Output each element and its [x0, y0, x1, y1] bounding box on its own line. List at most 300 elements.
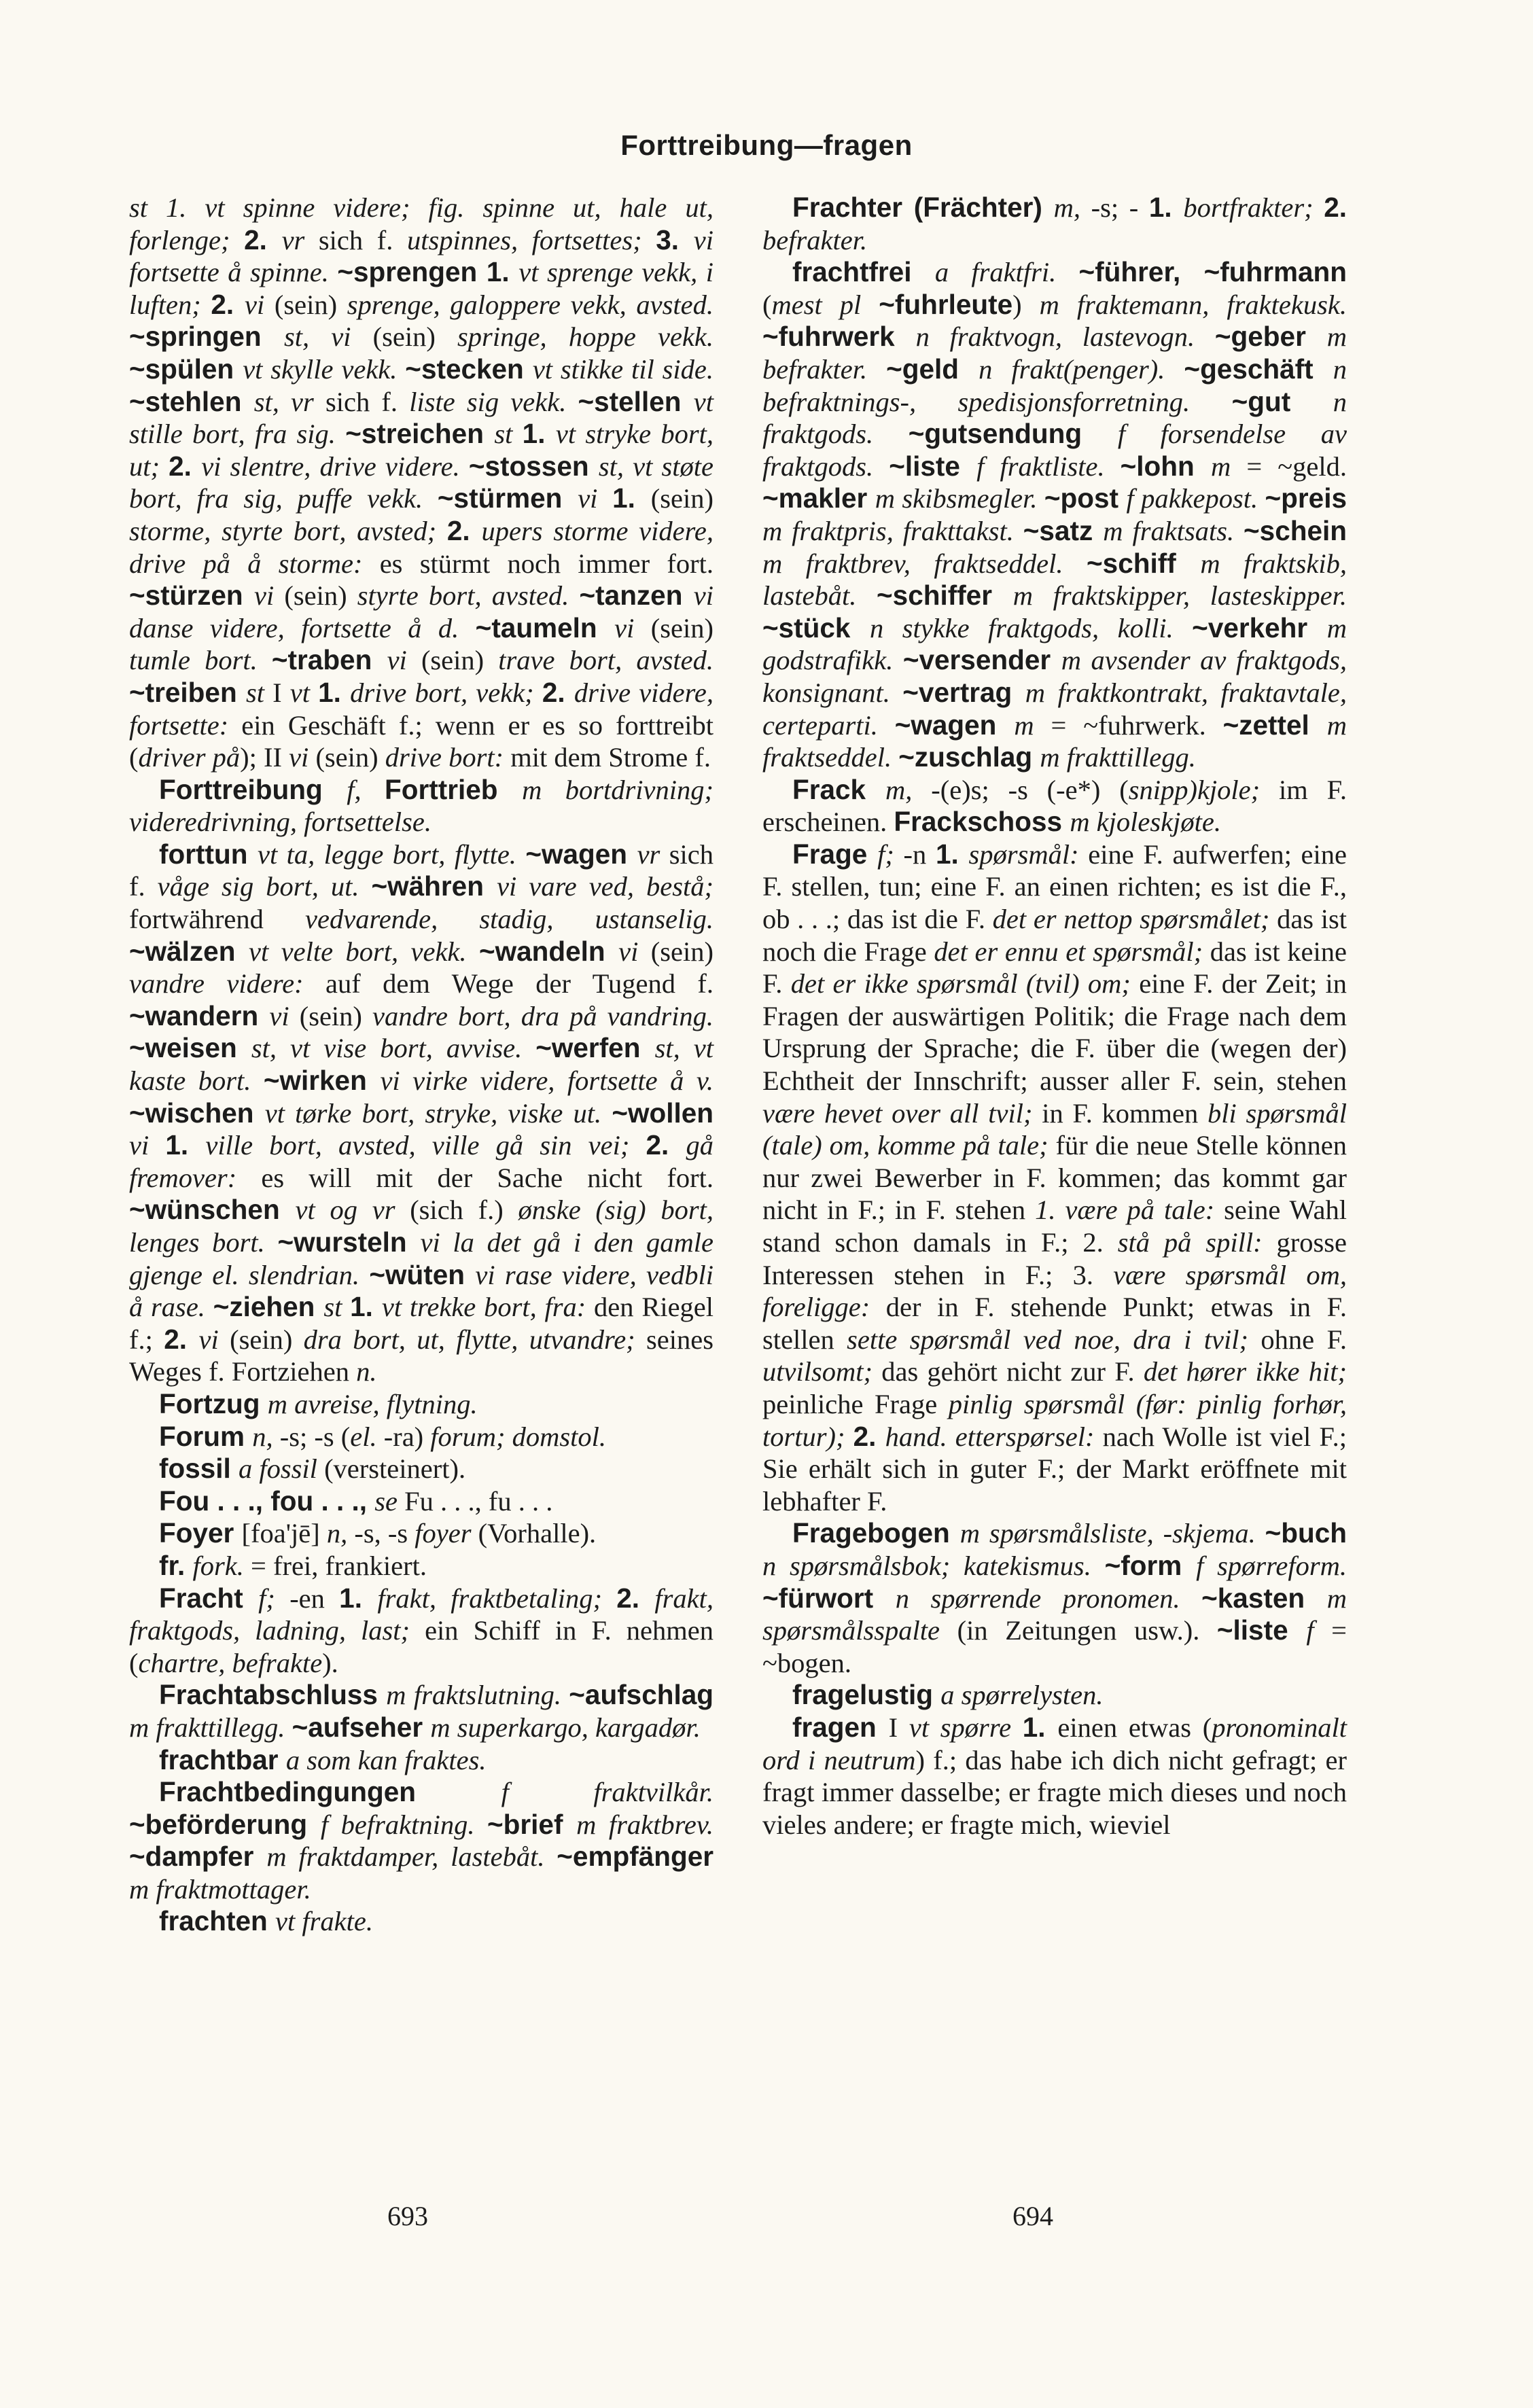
entry-text: (sein)	[650, 612, 713, 643]
entry-headword: 2.	[211, 288, 245, 320]
entry-translation: st, vr	[253, 386, 325, 417]
entry-headword: ~geld	[886, 353, 979, 385]
entry-text: (sein)	[421, 645, 499, 676]
dictionary-entry	[129, 1388, 713, 1421]
entry-headword: ~stück	[762, 612, 870, 643]
entry-headword: Fou . . ., fou . . .,	[159, 1485, 375, 1517]
entry-headword: frachten	[159, 1905, 276, 1937]
entry-translation: vt velte bort, vekk.	[248, 936, 479, 967]
dictionary-entry	[762, 838, 1347, 1517]
entry-headword: ~fuhrleute	[879, 288, 1013, 320]
entry-translation: vt stryke bort, ut;	[129, 419, 714, 482]
entry-text: = frei, frankiert.	[251, 1550, 427, 1581]
entry-text: -s; -s (	[279, 1421, 351, 1452]
entry-headword: Frachtabschluss	[159, 1679, 387, 1711]
entry-translation: det er nettop spørsmålet;	[992, 904, 1278, 935]
entry-text: ) f.; das habe ich dich nicht gefragt; er fragt immer dasselbe; er fragte mich dieses und noch vieles andere; er fragte mich, wieviel	[762, 1744, 1347, 1840]
entry-translation: vi	[253, 580, 285, 612]
dictionary-entry	[129, 1517, 713, 1550]
entry-translation: vt	[289, 677, 319, 708]
entry-translation: storme, styrte bort, avsted;	[129, 515, 447, 546]
entry-text: = ~fuhrwerk.	[1051, 709, 1223, 741]
entry-headword: ~vertrag	[902, 676, 1025, 708]
entry-translation: vi	[129, 1130, 166, 1161]
entry-headword: 2.	[164, 1323, 199, 1355]
dictionary-entry	[762, 192, 1347, 256]
entry-headword: 1.	[1022, 1711, 1058, 1743]
entry-text: das ist keine F.	[762, 936, 1347, 999]
entry-translation: dra bort, ut, flytte, utvandre;	[303, 1324, 647, 1355]
entry-text: fortwährend	[129, 904, 306, 935]
entry-translation: være hevet over all tvil;	[762, 1097, 1042, 1129]
dictionary-entry	[762, 1517, 1347, 1679]
entry-headword: ~fuhrwerk	[762, 321, 916, 353]
entry-translation: n fraktgods.	[762, 386, 1347, 450]
entry-text: in F. kommen	[1042, 1097, 1208, 1129]
entry-translation: a fraktfri.	[934, 257, 1079, 288]
entry-headword: ~währen	[371, 870, 497, 902]
entry-translation: n.	[356, 1356, 377, 1387]
entry-headword: Forum	[159, 1420, 253, 1452]
entry-translation: m fraktemann, fraktekusk.	[1039, 289, 1347, 320]
entry-headword: ~sprengen 1.	[337, 256, 519, 288]
entry-headword: ~form	[1104, 1549, 1197, 1581]
entry-text: es will mit der Sache nicht fort.	[261, 1162, 713, 1193]
entry-headword: 1.	[935, 838, 969, 870]
entry-headword: ~dampfer	[129, 1841, 267, 1873]
entry-translation: m	[1210, 450, 1247, 482]
entry-translation: vi	[198, 1324, 230, 1355]
entry-translation: n,	[326, 1518, 355, 1549]
entry-translation: m fraktskib, lastebåt.	[762, 548, 1347, 612]
entry-headword: ~gutsendung	[908, 418, 1118, 450]
entry-translation: ville bort, avsted, ville gå sin vei;	[205, 1130, 646, 1161]
entry-headword: ~führer, ~fuhrmann	[1078, 256, 1347, 288]
entry-translation: tumle bort.	[129, 645, 272, 676]
dictionary-entry	[762, 256, 1347, 774]
entry-text: mit dem Strome f.	[510, 742, 711, 773]
entry-translation: sette spørsmål ved noe, dra i tvil;	[847, 1324, 1261, 1355]
entry-text: )	[1012, 289, 1040, 320]
entry-headword: fr.	[159, 1549, 193, 1581]
entry-translation: m kjoleskjøte.	[1070, 807, 1221, 838]
entry-headword: ~buch	[1265, 1517, 1347, 1549]
entry-text: (Vorhalle).	[478, 1518, 597, 1549]
entry-text: I	[272, 677, 290, 708]
entry-text: den Riegel f.;	[129, 1292, 714, 1355]
entry-text: (in Zeitungen usw.).	[957, 1615, 1217, 1646]
entry-headword: ~weisen	[129, 1032, 251, 1064]
entry-text: seine Wahl stand schon damals in F.; 2.	[762, 1194, 1347, 1258]
entry-translation: hand. etterspørsel:	[885, 1421, 1103, 1452]
entry-headword: Frage	[792, 838, 878, 870]
entry-translation: vt tørke bort, stryke, viske ut.	[264, 1097, 612, 1129]
entry-translation: n befraktnings-, spedisjonsforretning.	[762, 353, 1347, 417]
entry-text: auf dem Wege der Tugend f.	[325, 968, 713, 999]
entry-translation: drive bort:	[385, 742, 511, 773]
right-column	[762, 192, 1347, 1841]
entry-headword: ~wollen	[612, 1097, 713, 1129]
entry-translation: vi	[618, 936, 651, 967]
entry-translation: utspinnes, fortsettes;	[406, 224, 656, 255]
entry-headword: 2.	[169, 450, 202, 482]
entry-headword: Forttrieb	[385, 773, 523, 805]
entry-translation: m befrakter.	[762, 321, 1347, 385]
entry-translation: m avsender av fraktgods, konsignant.	[762, 645, 1347, 708]
entry-translation: utvilsomt;	[762, 1356, 882, 1387]
entry-translation: drive videre, fortsette:	[129, 677, 714, 741]
entry-headword: 1.	[1148, 192, 1184, 223]
entry-translation: st 1. vt spinne videre; fig. spinne ut, hale ut, forlenge;	[129, 192, 713, 255]
dictionary-entry	[129, 1453, 713, 1485]
entry-translation: m fraktbrev, fraktseddel.	[762, 548, 1087, 579]
entry-translation: f fraktvilkår.	[501, 1777, 713, 1808]
entry-text: -s, -s	[354, 1518, 415, 1549]
entry-headword: 1.	[165, 1129, 206, 1161]
entry-translation: det er ennu et spørsmål;	[934, 936, 1210, 967]
entry-text: (sein)	[650, 936, 713, 967]
entry-headword: ~wagen	[525, 838, 637, 870]
entry-translation: pinlig spørsmål (før: pinlig forhør, tortur);	[762, 1388, 1347, 1452]
entry-text: ).	[322, 1647, 338, 1678]
entry-text: ein Geschäft f.; wenn er es so forttreibt (	[129, 709, 713, 773]
entry-headword: ~stehlen	[129, 385, 254, 417]
entry-translation: n fraktvogn, lastevogn.	[915, 321, 1215, 353]
entry-headword: Fracht	[159, 1582, 259, 1614]
entry-text: (	[762, 289, 772, 320]
entry-text: grosse Interessen stehen in F.; 3.	[762, 1227, 1347, 1290]
dictionary-entry	[129, 1421, 713, 1453]
entry-translation: vi	[289, 742, 316, 773]
entry-translation: f;	[877, 838, 904, 870]
entry-headword: ~ziehen	[213, 1291, 324, 1323]
entry-translation: f,	[347, 774, 385, 805]
entry-headword: ~wandern	[129, 999, 270, 1031]
entry-headword: 2.	[853, 1420, 885, 1452]
entry-translation: styrte bort, avsted.	[357, 580, 580, 612]
page-number-left: 693	[387, 2201, 428, 2231]
dictionary-entry	[129, 1776, 713, 1905]
page-number-right: 694	[1012, 2201, 1053, 2231]
entry-headword: ~wüten	[369, 1258, 476, 1290]
entry-headword: ~aufschlag	[569, 1679, 713, 1711]
entry-headword: ~versender	[902, 644, 1061, 676]
entry-translation: f fraktliste.	[976, 450, 1121, 482]
entry-translation: m fraktmottager.	[129, 1873, 311, 1905]
entry-translation: vi	[387, 645, 421, 676]
entry-headword: ~schiff	[1087, 547, 1201, 579]
entry-translation: n spørsmålsbok; katekismus.	[762, 1550, 1105, 1581]
entry-translation: a fossil	[239, 1453, 325, 1485]
entry-translation: m godstrafikk.	[762, 612, 1347, 676]
entry-headword: ~wirken	[263, 1065, 381, 1097]
entry-translation: snipp)kjole;	[1128, 774, 1279, 805]
entry-headword: ~kasten	[1201, 1582, 1327, 1614]
entry-translation: vi	[269, 1000, 300, 1031]
entry-translation: trave bort, avsted.	[498, 645, 713, 676]
dictionary-entry	[129, 838, 713, 1388]
entry-headword: ~wünschen	[129, 1194, 296, 1226]
entry-translation: m fraktpris, frakttakst.	[762, 515, 1023, 546]
entry-text: eine F. der Zeit; in Fragen der auswärtigen Politik; die Frage nach dem Ursprung der Sprache; die F. über die (wegen der) Echtheit der Innschrift; ausser aller F. sein, stehen	[762, 968, 1347, 1097]
entry-translation: vt ta, legge bort, flytte.	[257, 838, 526, 870]
entry-translation: st, vt kaste bort.	[129, 1033, 713, 1097]
entry-translation: m fraktsats.	[1103, 515, 1244, 546]
entry-translation: vedvarende, stadig, ustanselig.	[305, 904, 713, 935]
entry-text: sich f.	[129, 838, 713, 902]
entry-translation: vi	[244, 289, 275, 320]
entry-translation: vt stille bort, fra sig.	[129, 386, 713, 450]
entry-headword: ~liste	[889, 450, 977, 482]
entry-headword: ~wischen	[129, 1097, 265, 1129]
entry-translation: m superkargo, kargadør.	[430, 1712, 701, 1743]
entry-headword: fossil	[159, 1453, 239, 1485]
entry-translation: n,	[252, 1421, 280, 1452]
entry-translation: f spørreform.	[1196, 1550, 1347, 1581]
entry-headword: ~stellen	[578, 385, 694, 417]
entry-translation: st, vt støte bort, fra sig, puffe vekk.	[129, 450, 714, 514]
entry-headword: Fragebogen	[792, 1517, 960, 1549]
entry-headword: ~brief	[487, 1808, 577, 1840]
dictionary-entry	[762, 774, 1347, 838]
entry-translation: m fraktbrev.	[576, 1809, 713, 1840]
entry-translation: liste sig vekk.	[409, 386, 578, 417]
entry-translation: vandre bort, dra på vandring.	[372, 1000, 714, 1031]
dictionary-entry	[129, 1550, 713, 1582]
entry-translation: m fraktseddel.	[762, 709, 1347, 773]
entry-headword: ~preis	[1265, 482, 1347, 514]
entry-headword: ~wursteln	[277, 1226, 421, 1258]
entry-translation: upers storme videre, drive på å storme:	[129, 515, 713, 579]
entry-headword: frachtfrei	[792, 256, 935, 288]
entry-text: (versteinert).	[324, 1453, 466, 1485]
entry-headword: Frachtbedingungen	[159, 1776, 501, 1808]
entry-text: -en	[289, 1582, 340, 1614]
entry-headword: ~traben	[271, 644, 387, 676]
entry-translation: st, vi	[283, 321, 373, 353]
entry-headword: 2.	[446, 514, 482, 546]
entry-headword: ~satz	[1023, 514, 1104, 546]
entry-headword: 1.	[350, 1291, 382, 1323]
entry-headword: fragelustig	[792, 1679, 941, 1711]
entry-translation: f forsendelse av fraktgods.	[762, 419, 1347, 482]
entry-headword: ~stürzen	[129, 580, 254, 612]
entry-translation: m,	[885, 774, 932, 805]
entry-headword: ~taumeln	[475, 612, 615, 643]
entry-headword: ~empfänger	[557, 1841, 713, 1873]
entry-translation: st, vt vise bort, avvise.	[251, 1033, 536, 1064]
dictionary-entry	[762, 1712, 1347, 1841]
entry-translation: m skibsmegler.	[875, 483, 1044, 514]
entry-headword: ~geschäft	[1184, 353, 1333, 385]
entry-text: eine F. aufwerfen; eine F. stellen, tun; eine F. an einen richten; es ist die F., ob . . .; das ist die F.	[762, 838, 1347, 935]
entry-translation: n stykke fraktgods, kolli.	[870, 612, 1193, 643]
entry-translation: driver på	[138, 742, 241, 773]
entry-headword: fragen	[792, 1711, 889, 1743]
entry-translation: stå på spill:	[1117, 1227, 1277, 1258]
entry-text: (sein)	[274, 289, 347, 320]
entry-text: sich f.	[318, 224, 407, 255]
entry-translation: befrakter.	[762, 224, 868, 255]
entry-text: ein Schiff in F. nehmen (	[129, 1615, 713, 1678]
entry-headword: ~stürmen	[437, 482, 578, 514]
entry-text: [foa'jē]	[241, 1518, 327, 1549]
entry-translation: vi rase videre, vedbli å rase.	[129, 1259, 713, 1323]
entry-translation: n spørrende pronomen.	[895, 1582, 1202, 1614]
entry-headword: ~lohn	[1120, 450, 1211, 482]
entry-translation: vt skylle vekk.	[243, 353, 406, 385]
entry-headword: ~makler	[762, 482, 875, 514]
entry-text: (sein)	[372, 321, 458, 353]
dictionary-entry	[129, 1905, 713, 1938]
entry-headword: 2.	[1324, 192, 1347, 223]
entry-translation: vt og vr	[295, 1194, 410, 1226]
entry-text: seines Weges f. Fortziehen	[129, 1324, 714, 1387]
entry-headword: frachtbar	[159, 1743, 286, 1775]
entry-translation: drive bort, vekk;	[350, 677, 542, 708]
entry-translation: st	[245, 677, 273, 708]
entry-translation: m frakttillegg.	[129, 1712, 292, 1743]
entry-headword: ~stossen	[468, 450, 599, 482]
entry-translation: 1. være på tale:	[1035, 1194, 1224, 1226]
entry-translation: det hører ikke hit;	[1143, 1356, 1347, 1387]
entry-translation: gå fremover:	[129, 1130, 714, 1193]
running-header: Forttreibung—fragen	[620, 129, 913, 161]
entry-text: -n	[903, 838, 936, 870]
entry-translation: f befraktning.	[320, 1809, 488, 1840]
entry-translation: det er ikke spørsmål (tvil) om;	[790, 968, 1140, 999]
entry-translation: bortfrakter;	[1183, 192, 1324, 223]
entry-translation: vt spørre	[909, 1712, 1023, 1743]
entry-translation: st	[494, 419, 523, 450]
entry-text: nach Wolle ist viel F.; Sie erhält sich in guter F.; der Markt eröffnete mit lebhafter F.	[762, 1421, 1347, 1517]
entry-text: peinliche Frage	[762, 1388, 949, 1419]
entry-headword: 2.	[244, 224, 282, 255]
left-column	[129, 192, 713, 1938]
entry-headword: 1.	[522, 418, 556, 450]
entry-headword: Frackschoss	[894, 806, 1070, 838]
entry-translation: chartre, befrakte	[138, 1647, 323, 1678]
entry-headword: Forttreibung	[159, 773, 347, 805]
entry-translation: m fraktkontrakt, fraktavtale, certeparti.	[762, 677, 1347, 741]
entry-translation: m,	[1053, 192, 1091, 223]
entry-headword: 3.	[656, 224, 694, 255]
dictionary-entry	[129, 192, 713, 774]
entry-translation: vi vare ved, bestå;	[497, 871, 713, 902]
entry-headword: ~wälzen	[129, 935, 249, 967]
entry-translation: sprenge, galoppere vekk, avsted.	[347, 289, 713, 320]
entry-translation: bli spørsmål (tale) om, komme på tale;	[762, 1097, 1347, 1161]
entry-translation: vi	[578, 483, 613, 514]
entry-headword: ~aufseher	[292, 1711, 431, 1743]
entry-headword: Foyer	[159, 1517, 242, 1549]
entry-translation: m spørsmålsspalte	[762, 1582, 1347, 1646]
entry-translation: vt frakte.	[275, 1906, 373, 1937]
entry-headword: 1.	[612, 482, 651, 514]
entry-headword: ~post	[1044, 482, 1127, 514]
entry-headword: ~wandeln	[478, 935, 619, 967]
entry-translation: vandre videre:	[129, 968, 326, 999]
entry-text: (sein)	[315, 742, 385, 773]
entry-translation: fork.	[192, 1550, 251, 1581]
entry-headword: 2.	[616, 1582, 655, 1614]
entry-headword: 1.	[318, 676, 351, 708]
entry-translation: m fraktdamper, lastebåt.	[266, 1841, 557, 1873]
entry-headword: ~werfen	[535, 1032, 655, 1064]
entry-translation: frakt, fraktgods, ladning, last;	[129, 1582, 713, 1646]
entry-headword: ~zuschlag	[898, 741, 1040, 773]
entry-translation: ønske (sig) bort, lenges bort.	[129, 1194, 714, 1258]
entry-text: der in F. stehende Punkt; etwas in F. stellen	[762, 1292, 1347, 1355]
dictionary-entry	[129, 1679, 713, 1743]
entry-translation: vt trekke bort, fra:	[381, 1292, 595, 1323]
entry-text: ); II	[240, 742, 289, 773]
entry-text: (sein)	[650, 483, 713, 514]
entry-translation: forum; domstol.	[430, 1421, 607, 1452]
entry-translation: vi	[614, 612, 651, 643]
entry-text: für die neue Stelle können nur zwei Bewerber in F. kommen; das kommt gar nicht in F.; in F. stehen	[762, 1130, 1347, 1226]
entry-text: einen etwas (	[1057, 1712, 1212, 1743]
entry-headword: ~beförderung	[129, 1808, 321, 1840]
entry-translation: vi danse videre, fortsette å d.	[129, 580, 713, 643]
dictionary-entry	[129, 774, 713, 838]
entry-text: -ra)	[383, 1421, 431, 1452]
entry-text: (sein)	[284, 580, 357, 612]
entry-translation: vr	[281, 224, 319, 255]
entry-translation: mest pl	[771, 289, 879, 320]
entry-translation: el.	[350, 1421, 384, 1452]
entry-translation: vi fortsette å spinne.	[129, 224, 713, 288]
entry-headword: Frachter (Frächter)	[792, 192, 1054, 223]
entry-translation: m bortdrivning; videredrivning, fortsettelse.	[129, 774, 713, 838]
entry-text: = ~geld.	[1246, 450, 1347, 482]
entry-translation: a spørrelysten.	[940, 1680, 1104, 1711]
entry-text: sich f.	[325, 386, 410, 417]
dictionary-entry	[129, 1744, 713, 1777]
entry-headword: ~fürwort	[762, 1582, 896, 1614]
entry-translation: f;	[258, 1582, 290, 1614]
entry-translation: n frakt(penger).	[979, 353, 1184, 385]
entry-text: (sein)	[299, 1000, 372, 1031]
entry-translation: m	[1014, 709, 1051, 741]
entry-translation: vi slentre, drive videre.	[201, 450, 469, 482]
entry-headword: ~spülen	[129, 353, 243, 385]
entry-headword: ~wagen	[894, 709, 1015, 741]
entry-translation: foyer	[415, 1518, 478, 1549]
entry-text: es stürmt noch immer fort.	[379, 548, 713, 579]
entry-headword: ~verkehr	[1192, 612, 1327, 643]
entry-headword: ~zettel	[1222, 709, 1327, 741]
entry-headword: forttun	[159, 838, 258, 870]
dictionary-entry	[129, 1582, 713, 1680]
entry-text: Fu . . ., fu . . .	[404, 1485, 553, 1517]
entry-text: das ist noch die Frage	[762, 904, 1347, 967]
entry-translation: se	[374, 1485, 405, 1517]
entry-translation: m frakttillegg.	[1040, 742, 1196, 773]
entry-translation: vt sprenge vekk, i luften;	[129, 257, 713, 320]
entry-headword: ~streichen	[345, 418, 495, 450]
entry-translation: spørsmål:	[968, 838, 1089, 870]
entry-translation: frakt, fraktbetaling;	[377, 1582, 617, 1614]
entry-translation: f pakkepost.	[1126, 483, 1265, 514]
entry-headword: Frack	[792, 773, 886, 805]
entry-headword: ~tanzen	[579, 580, 694, 612]
entry-translation: f	[1306, 1615, 1332, 1646]
entry-headword: 2.	[542, 676, 574, 708]
entry-translation: pronominalt ord i neutrum	[762, 1712, 1347, 1775]
entry-headword: Fortzug	[159, 1387, 268, 1419]
entry-headword: 2.	[646, 1129, 686, 1161]
